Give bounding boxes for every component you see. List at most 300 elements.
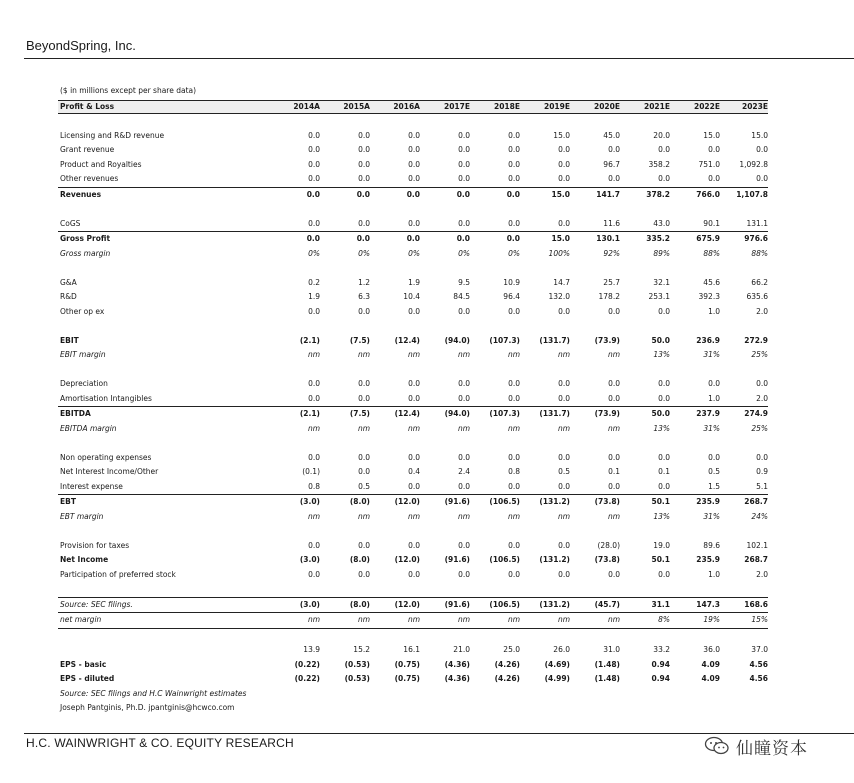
cell-2014A: 0.8	[308, 481, 320, 491]
cell-2023E: 0.0	[756, 174, 768, 183]
cell-2019E: (131.2)	[539, 555, 570, 564]
cell-2015A: 0.0	[358, 130, 370, 140]
cell-2023E: 88%	[751, 248, 768, 258]
cell-2016A: (12.0)	[394, 497, 420, 506]
cell-2017E: 0.0	[458, 481, 470, 491]
cell-2014A: 13.9	[303, 645, 320, 654]
row-label: Non operating expenses	[60, 452, 152, 462]
cell-2017E: 84.5	[453, 292, 470, 301]
row-label: Participation of preferred stock	[60, 569, 176, 579]
cell-2023E: 0.0	[756, 452, 768, 462]
cell-2020E: 92%	[603, 248, 620, 258]
table-row	[58, 465, 768, 480]
cell-2017E: 0.0	[458, 218, 470, 228]
cell-2017E: 2.4	[458, 467, 470, 476]
cell-2020E: 45.0	[603, 130, 620, 140]
cell-2020E: 0.0	[608, 379, 620, 388]
table-row	[58, 613, 768, 629]
wechat-icon	[704, 735, 730, 757]
cell-2022E: 235.9	[696, 555, 720, 564]
row-label: CoGS	[60, 218, 81, 228]
cell-2021E: 358.2	[648, 159, 670, 169]
cell-2020E: 0.1	[608, 467, 620, 476]
cell-2021E: 253.1	[648, 292, 670, 301]
cell-2014A: 0.0	[308, 145, 320, 154]
cell-2019E: 15.0	[553, 130, 570, 140]
cell-2014A: (2.1)	[299, 409, 320, 418]
cell-2015A: 0.0	[358, 467, 370, 476]
row-label: Source: SEC filings.	[60, 599, 133, 609]
cell-2022E: 675.9	[696, 234, 720, 243]
spacer-row	[58, 114, 768, 129]
table-row	[58, 247, 768, 262]
row-label: Net Income	[60, 555, 109, 564]
footer-text: H.C. WAINWRIGHT & CO. EQUITY RESEARCH	[26, 736, 294, 750]
cell-2019E: nm	[557, 511, 570, 521]
table-row	[58, 334, 768, 349]
cell-2015A: 0.0	[358, 174, 370, 183]
cell-2016A: 0.0	[408, 159, 420, 169]
cell-2023E: 15%	[751, 615, 768, 624]
cell-2015A: 0.0	[358, 540, 370, 550]
cell-2022E: 45.6	[703, 277, 720, 287]
row-label: Net Interest Income/Other	[60, 467, 159, 476]
cell-2019E: nm	[557, 615, 570, 624]
cell-2015A: (8.0)	[349, 555, 370, 564]
table-row	[58, 658, 768, 673]
cell-2020E: 0.0	[608, 452, 620, 462]
cell-2016A: 0.0	[406, 234, 420, 243]
cell-2020E: 31.0	[603, 645, 620, 654]
cell-2020E: (73.8)	[594, 497, 620, 506]
table-row	[58, 377, 768, 392]
cell-2022E: 31%	[703, 511, 720, 521]
row-label: Provision for taxes	[60, 540, 130, 550]
cell-2021E: 0.1	[658, 467, 670, 476]
cell-2020E: 0.0	[608, 306, 620, 316]
cell-2015A: 0%	[358, 248, 370, 258]
cell-2019E: (131.7)	[539, 409, 570, 418]
table-row	[58, 510, 768, 525]
cell-2014A: 0.0	[308, 379, 320, 388]
cell-2014A: (3.0)	[299, 497, 320, 506]
cell-2020E: (73.8)	[594, 555, 620, 564]
cell-2017E: 0.0	[458, 393, 470, 403]
cell-2018E: 0.0	[508, 306, 520, 316]
cell-2018E: nm	[507, 615, 520, 624]
cell-2016A: 0.0	[408, 174, 420, 183]
cell-2019E: 0.0	[558, 393, 570, 403]
cell-2023E: 15.0	[751, 130, 768, 140]
units-note: ($ in millions except per share data)	[60, 86, 197, 95]
cell-2014A: (0.1)	[302, 467, 320, 476]
cell-2021E: 378.2	[646, 189, 670, 199]
cell-2017E: 0.0	[456, 234, 470, 243]
cell-2014A: 0.0	[308, 540, 320, 550]
cell-2015A: (8.0)	[349, 599, 370, 609]
row-label: EBT margin	[60, 511, 104, 521]
row-label: EBITDA margin	[60, 423, 117, 433]
table-row	[58, 494, 768, 510]
table-row	[58, 597, 768, 614]
cell-2022E: 89.6	[703, 540, 720, 550]
cell-2022E: 1.5	[708, 481, 720, 491]
cell-2015A: 0.0	[358, 145, 370, 154]
cell-2018E: 0.0	[506, 189, 520, 199]
cell-2020E: nm	[607, 511, 620, 521]
cell-2019E: 14.7	[553, 277, 570, 287]
cell-2020E: 178.2	[598, 292, 620, 301]
watermark	[704, 734, 836, 758]
cell-2018E: nm	[507, 423, 520, 433]
cell-2015A: 15.2	[353, 645, 370, 654]
table-row	[58, 539, 768, 554]
cell-2016A: 1.9	[408, 277, 420, 287]
cell-2021E: 0.94	[651, 674, 670, 683]
cell-2015A: 0.0	[356, 234, 370, 243]
cell-2023E: 976.6	[744, 234, 768, 243]
cell-2014A: 0.0	[308, 218, 320, 228]
cell-2020E: (73.9)	[594, 409, 620, 418]
cell-2015A: 6.3	[358, 292, 370, 301]
cell-2021E: 0.0	[658, 569, 670, 579]
cell-2022E: 147.3	[696, 599, 720, 609]
cell-2016A: 16.1	[403, 645, 420, 654]
cell-2014A: 1.9	[308, 292, 320, 301]
cell-2017E: 0.0	[458, 159, 470, 169]
row-label: EBIT margin	[60, 350, 106, 359]
cell-2021E: 50.0	[651, 335, 670, 345]
table-row	[58, 158, 768, 173]
cell-2021E: 89%	[653, 248, 670, 258]
year-header-9: 2023E	[742, 102, 768, 111]
table-row	[58, 422, 768, 437]
cell-2014A: 0.0	[308, 159, 320, 169]
cell-2022E: 4.09	[701, 674, 720, 683]
cell-2015A: (0.53)	[344, 674, 370, 683]
cell-2022E: 4.09	[701, 659, 720, 669]
table-row	[58, 276, 768, 291]
row-label: Revenues	[60, 189, 102, 199]
cell-2020E: (1.48)	[594, 659, 620, 669]
spacer-row	[58, 524, 768, 539]
cell-2021E: 0.0	[658, 306, 670, 316]
cell-2019E: 15.0	[551, 234, 570, 243]
year-header-6: 2020E	[594, 102, 620, 111]
cell-2021E: 13%	[653, 350, 670, 359]
cell-2014A: 0.0	[306, 234, 320, 243]
cell-2019E: 0.0	[558, 159, 570, 169]
cell-2016A: (12.0)	[394, 599, 420, 609]
cell-2017E: 0.0	[458, 569, 470, 579]
cell-2016A: 0.0	[408, 306, 420, 316]
source-note	[58, 687, 768, 702]
cell-2014A: (2.1)	[299, 335, 320, 345]
year-header-8: 2022E	[694, 102, 720, 111]
table-row	[58, 392, 768, 407]
cell-2017E: (4.36)	[444, 674, 470, 683]
cell-2018E: 0.0	[508, 569, 520, 579]
spacer-row	[58, 319, 768, 334]
table-row	[58, 290, 768, 305]
table-row	[58, 568, 768, 583]
cell-2020E: 0.0	[608, 481, 620, 491]
cell-2019E: (4.99)	[544, 674, 570, 683]
cell-2017E: (91.6)	[444, 599, 470, 609]
cell-2020E: (73.9)	[594, 335, 620, 345]
cell-2017E: (94.0)	[444, 335, 470, 345]
cell-2023E: 2.0	[756, 393, 768, 403]
cell-2022E: 31%	[703, 350, 720, 359]
cell-2022E: 88%	[703, 248, 720, 258]
cell-2015A: nm	[357, 511, 370, 521]
cell-2016A: (0.75)	[394, 659, 420, 669]
row-label: Other op ex	[60, 306, 105, 316]
cell-2018E: 0.0	[508, 379, 520, 388]
cell-2019E: nm	[557, 350, 570, 359]
cell-2020E: nm	[607, 350, 620, 359]
table-row	[58, 305, 768, 320]
year-header-1: 2015A	[343, 102, 370, 111]
cell-2018E: (4.26)	[494, 674, 520, 683]
cell-2023E: 272.9	[744, 335, 768, 345]
cell-2015A: nm	[357, 615, 370, 624]
cell-2017E: (91.6)	[444, 555, 470, 564]
cell-2022E: 766.0	[696, 189, 720, 199]
cell-2020E: (28.0)	[597, 540, 620, 550]
table-row	[58, 143, 768, 158]
cell-2020E: 25.7	[603, 277, 620, 287]
cell-2023E: 0.9	[756, 467, 768, 476]
cell-2014A: 0.0	[308, 174, 320, 183]
table-row	[58, 231, 768, 247]
spacer-row	[58, 363, 768, 378]
row-label: Other revenues	[60, 174, 119, 183]
profit-loss-table	[58, 100, 768, 716]
row-label: R&D	[60, 292, 77, 301]
cell-2020E: 96.7	[603, 159, 620, 169]
cell-2021E: 20.0	[653, 130, 670, 140]
row-label: EPS - diluted	[60, 674, 115, 683]
cell-2021E: 33.2	[653, 645, 670, 654]
cell-2019E: 26.0	[553, 645, 570, 654]
cell-2015A: (0.53)	[344, 659, 370, 669]
cell-2015A: 0.5	[358, 481, 370, 491]
cell-2023E: 4.56	[749, 659, 768, 669]
cell-2015A: nm	[357, 423, 370, 433]
cell-2019E: (131.7)	[539, 335, 570, 345]
cell-2018E: 10.9	[503, 277, 520, 287]
cell-2016A: (12.4)	[394, 335, 420, 345]
cell-2022E: 31%	[703, 423, 720, 433]
row-label: Depreciation	[60, 379, 108, 388]
cell-2018E: 0.0	[508, 174, 520, 183]
table-row	[58, 406, 768, 422]
cell-2017E: (4.36)	[444, 659, 470, 669]
cell-2018E: 0.0	[508, 540, 520, 550]
cell-2017E: (94.0)	[444, 409, 470, 418]
cell-2016A: nm	[407, 350, 420, 359]
cell-2023E: 2.0	[756, 569, 768, 579]
table-row	[58, 553, 768, 568]
cell-2014A: 0.2	[308, 277, 320, 287]
cell-2023E: 268.7	[744, 497, 768, 506]
cell-2018E: (106.5)	[489, 497, 520, 506]
cell-2019E: 0.0	[558, 218, 570, 228]
company-name: BeyondSpring, Inc.	[26, 38, 136, 53]
cell-2014A: (0.22)	[294, 659, 320, 669]
cell-2015A: 0.0	[358, 569, 370, 579]
cell-2021E: 13%	[653, 423, 670, 433]
cell-2021E: 43.0	[653, 218, 670, 228]
table-row	[58, 348, 768, 363]
cell-2018E: (107.3)	[489, 335, 520, 345]
cell-2019E: 0.5	[558, 467, 570, 476]
cell-2021E: 50.1	[651, 555, 670, 564]
cell-2021E: 335.2	[646, 234, 670, 243]
cell-2014A: 0.0	[308, 569, 320, 579]
cell-2022E: 236.9	[696, 335, 720, 345]
cell-2021E: 0.0	[658, 174, 670, 183]
row-label: Gross Profit	[60, 234, 111, 243]
cell-2022E: 0.0	[708, 174, 720, 183]
cell-2018E: 0.0	[506, 234, 520, 243]
cell-2018E: 96.4	[503, 292, 520, 301]
cell-2015A: 0.0	[358, 159, 370, 169]
cell-2016A: 0.0	[408, 145, 420, 154]
cell-2022E: 237.9	[696, 409, 720, 418]
cell-2015A: 0.0	[356, 189, 370, 199]
cell-2016A: 10.4	[403, 292, 420, 301]
cell-2022E: 1.0	[708, 393, 720, 403]
cell-2016A: (12.4)	[394, 409, 420, 418]
cell-2023E: 2.0	[756, 306, 768, 316]
year-header-4: 2018E	[494, 102, 520, 111]
table-header-label: Profit & Loss	[60, 102, 115, 111]
cell-2016A: 0.0	[408, 130, 420, 140]
cell-2017E: (91.6)	[444, 497, 470, 506]
top-divider	[24, 58, 854, 59]
cell-2019E: nm	[557, 423, 570, 433]
cell-2017E: nm	[457, 615, 470, 624]
cell-2017E: 0.0	[458, 379, 470, 388]
cell-2018E: nm	[507, 350, 520, 359]
cell-2017E: 0.0	[458, 540, 470, 550]
cell-2016A: (12.0)	[394, 555, 420, 564]
cell-2014A: nm	[307, 350, 320, 359]
cell-2016A: nm	[407, 511, 420, 521]
cell-2023E: 25%	[751, 423, 768, 433]
cell-2017E: 0.0	[458, 130, 470, 140]
cell-2022E: 1.0	[708, 569, 720, 579]
author-note	[58, 701, 768, 716]
cell-2021E: 31.1	[651, 599, 670, 609]
watermark-text: 仙瞳资本	[736, 738, 808, 759]
year-header-0: 2014A	[293, 102, 320, 111]
cell-2017E: 0%	[458, 248, 470, 258]
cell-2016A: 0%	[408, 248, 420, 258]
cell-2022E: 751.0	[698, 159, 720, 169]
cell-2014A: (3.0)	[299, 555, 320, 564]
cell-2022E: 235.9	[696, 497, 720, 506]
cell-2019E: 0.0	[558, 481, 570, 491]
cell-2016A: 0.4	[408, 467, 420, 476]
cell-2023E: 102.1	[746, 540, 768, 550]
row-label: Gross margin	[60, 248, 111, 258]
cell-2022E: 0.0	[708, 145, 720, 154]
cell-2016A: 0.0	[406, 189, 420, 199]
table-row	[58, 451, 768, 466]
cell-2019E: 100%	[548, 248, 570, 258]
table-row	[58, 172, 768, 187]
cell-2023E: 168.6	[744, 599, 768, 609]
cell-2018E: (107.3)	[489, 409, 520, 418]
cell-2020E: 0.0	[608, 145, 620, 154]
cell-2014A: 0.0	[308, 130, 320, 140]
cell-2020E: nm	[607, 423, 620, 433]
table-row	[58, 643, 768, 658]
spacer-row	[58, 629, 768, 644]
cell-2023E: 37.0	[751, 645, 768, 654]
cell-2021E: 19.0	[653, 540, 670, 550]
cell-2020E: 141.7	[596, 189, 620, 199]
cell-2023E: 5.1	[756, 481, 768, 491]
cell-2014A: 0.0	[308, 452, 320, 462]
cell-2016A: nm	[407, 423, 420, 433]
cell-2019E: (131.2)	[539, 497, 570, 506]
cell-2021E: 8%	[658, 615, 670, 624]
cell-2023E: 4.56	[749, 674, 768, 683]
cell-2021E: 32.1	[653, 277, 670, 287]
cell-2019E: 0.0	[558, 145, 570, 154]
cell-2017E: 0.0	[458, 145, 470, 154]
cell-2015A: (7.5)	[349, 335, 370, 345]
cell-2023E: 635.6	[746, 292, 768, 301]
cell-2022E: 392.3	[698, 292, 720, 301]
cell-2016A: 0.0	[408, 393, 420, 403]
cell-2018E: 0.0	[508, 393, 520, 403]
cell-2015A: 0.0	[358, 218, 370, 228]
cell-2020E: 0.0	[608, 393, 620, 403]
table-header-row	[58, 100, 768, 114]
cell-2014A: (3.0)	[299, 599, 320, 609]
cell-2016A: (0.75)	[394, 674, 420, 683]
cell-2021E: 0.0	[658, 379, 670, 388]
cell-2017E: 21.0	[453, 645, 470, 654]
table-row	[58, 187, 768, 203]
cell-2019E: 0.0	[558, 379, 570, 388]
cell-2016A: 0.0	[408, 379, 420, 388]
cell-2015A: (7.5)	[349, 409, 370, 418]
cell-2014A: 0.0	[306, 189, 320, 199]
cell-2015A: 0.0	[358, 306, 370, 316]
cell-2023E: 1,107.8	[736, 189, 768, 199]
cell-2023E: 1,092.8	[739, 159, 768, 169]
cell-2020E: (1.48)	[594, 674, 620, 683]
cell-2017E: nm	[457, 423, 470, 433]
cell-2019E: (131.2)	[539, 599, 570, 609]
cell-2018E: 0.0	[508, 452, 520, 462]
cell-2019E: 0.0	[558, 540, 570, 550]
cell-2019E: 0.0	[558, 569, 570, 579]
cell-2023E: 24%	[751, 511, 768, 521]
cell-2020E: nm	[607, 615, 620, 624]
cell-2022E: 0.5	[708, 467, 720, 476]
cell-2021E: 0.0	[658, 481, 670, 491]
cell-2015A: 0.0	[358, 452, 370, 462]
row-label: EPS - basic	[60, 659, 107, 669]
cell-2018E: (4.26)	[494, 659, 520, 669]
